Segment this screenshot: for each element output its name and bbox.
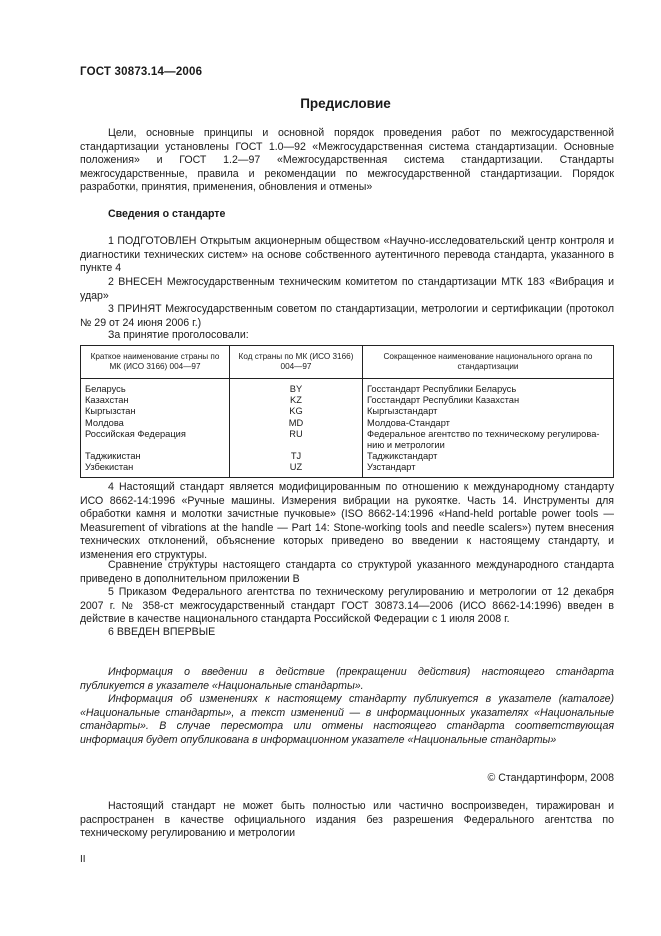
national-body: Узстандарт [363, 462, 614, 477]
table-row [81, 462, 614, 477]
country-name: Узбекистан [81, 462, 230, 477]
item-4-paragraph: 4 Настоящий стандарт является модифицированным по отношению к международному стандарту ИСО 8662-14:1996 «Ручные машины. Измерения вибрации на рукоятке. Часть 14. Инструменты для обработки камня и молотки зачистные пучковые» (ISO 8662-14:1996 «Hand-held portable power tools — Measurement of vibrations at the handle — Part 14: Stone-working tools and needle scalers») путем внесения технических отклонений, объяснение которых приведено во введении к настоящему стандарту, и изменения его структуры. [80, 481, 614, 561]
country-name: Беларусь [81, 379, 230, 396]
national-body: Кыргызстандарт [363, 406, 614, 417]
national-body: Федеральное агентство по техническому регулирова-нию и метрологии [363, 429, 614, 451]
standard-code-header: ГОСТ 30873.14—2006 [80, 66, 203, 78]
info-enactment-paragraph: Информация о введении в действие (прекращении действия) настоящего стандарта публикуется в указателе «Национальные стандарты». [80, 666, 614, 692]
item-2-paragraph: 2 ВНЕСЕН Межгосударственным техническим комитетом по стандартизации МТК 183 «Вибрация и удар» [80, 276, 614, 302]
reproduction-notice: Настоящий стандарт не может быть полностью или частично воспроизведен, тиражирован и распространен в качестве официального издания без разрешения Федерального агентства по техническому регулированию и метрологии [80, 800, 614, 840]
country-name: Молдова [81, 418, 230, 429]
item-1-paragraph: 1 ПОДГОТОВЛЕН Открытым акционерным обществом «Научно-исследовательский центр контроля и диагностики технических систем» на основе собственного аутентичного перевода стандарта, указанного в пункте 4 [80, 235, 614, 275]
copyright-line: © Стандартинформ, 2008 [487, 772, 614, 784]
country-name: Кыргызстан [81, 406, 230, 417]
country-code: TJ [230, 451, 363, 462]
country-name: Таджикистан [81, 451, 230, 462]
vote-table-header-row [81, 346, 614, 379]
table-row [81, 429, 614, 451]
country-code: RU [230, 429, 363, 451]
header-country-code: Код страны по МК (ИСО 3166) 004—97 [230, 346, 363, 379]
vote-intro-text: За принятие проголосовали: [108, 329, 249, 341]
info-changes-paragraph: Информация об изменениях к настоящему стандарту публикуется в указателе (каталоге) «Национальные стандарты», а текст изменений — в информационных указателях «Национальные стандарты». В случае пересмотра или отмены настоящего стандарта соответствующая информация будет опубликована в информационном указателе «Национальные стандарты» [80, 693, 614, 746]
national-body: Таджикстандарт [363, 451, 614, 462]
item-5-paragraph: 5 Приказом Федерального агентства по техническому регулированию и метрологии от 12 декабря 2007 г. № 358-ст межгосударственный стандарт ГОСТ 30873.14—2006 (ИСО 8662-14:1996) введен в действие в качестве национального стандарта Российской Федерации с 1 июля 2008 г. [80, 586, 614, 626]
national-body: Молдова-Стандарт [363, 418, 614, 429]
country-name: Российская Федерация [81, 429, 230, 451]
country-code: UZ [230, 462, 363, 477]
page-number: II [80, 854, 86, 865]
page-title: Предисловие [300, 96, 391, 111]
header-national-body: Сокращенное наименование национального органа по стандартизации [363, 346, 614, 379]
country-code: MD [230, 418, 363, 429]
national-body: Госстандарт Республики Беларусь [363, 379, 614, 396]
intro-paragraph: Цели, основные принципы и основной порядок проведения работ по межгосударственной стандартизации установлены ГОСТ 1.0—92 «Межгосударственная система стандартизации. Основные положения» и ГОСТ 1.2—97 «Межгосударственная система стандартизации. Стандарты межгосударственные, правила и рекомендации по межгосударственной стандартизации. Порядок разработки, принятия, применения, обновления и отмены» [80, 127, 614, 194]
item-6-paragraph: 6 ВВЕДЕН ВПЕРВЫЕ [108, 626, 216, 638]
table-row [81, 406, 614, 417]
table-row [81, 418, 614, 429]
national-body: Госстандарт Республики Казахстан [363, 395, 614, 406]
country-name: Казахстан [81, 395, 230, 406]
table-row [81, 395, 614, 406]
table-row [81, 451, 614, 462]
country-code: KG [230, 406, 363, 417]
item-4-comparison-paragraph: Сравнение структуры настоящего стандарта со структурой указанного международного стандарта приведено в дополнительном приложении В [80, 559, 614, 585]
table-row [81, 379, 614, 396]
item-3-paragraph: 3 ПРИНЯТ Межгосударственным советом по стандартизации, метрологии и сертификации (протокол № 29 от 24 июня 2006 г.) [80, 303, 614, 329]
about-standard-heading: Сведения о стандарте [108, 208, 226, 220]
header-country-name: Краткое наименование страны по МК (ИСО 3166) 004—97 [81, 346, 230, 379]
country-code: KZ [230, 395, 363, 406]
vote-table [80, 345, 614, 478]
country-code: BY [230, 379, 363, 396]
